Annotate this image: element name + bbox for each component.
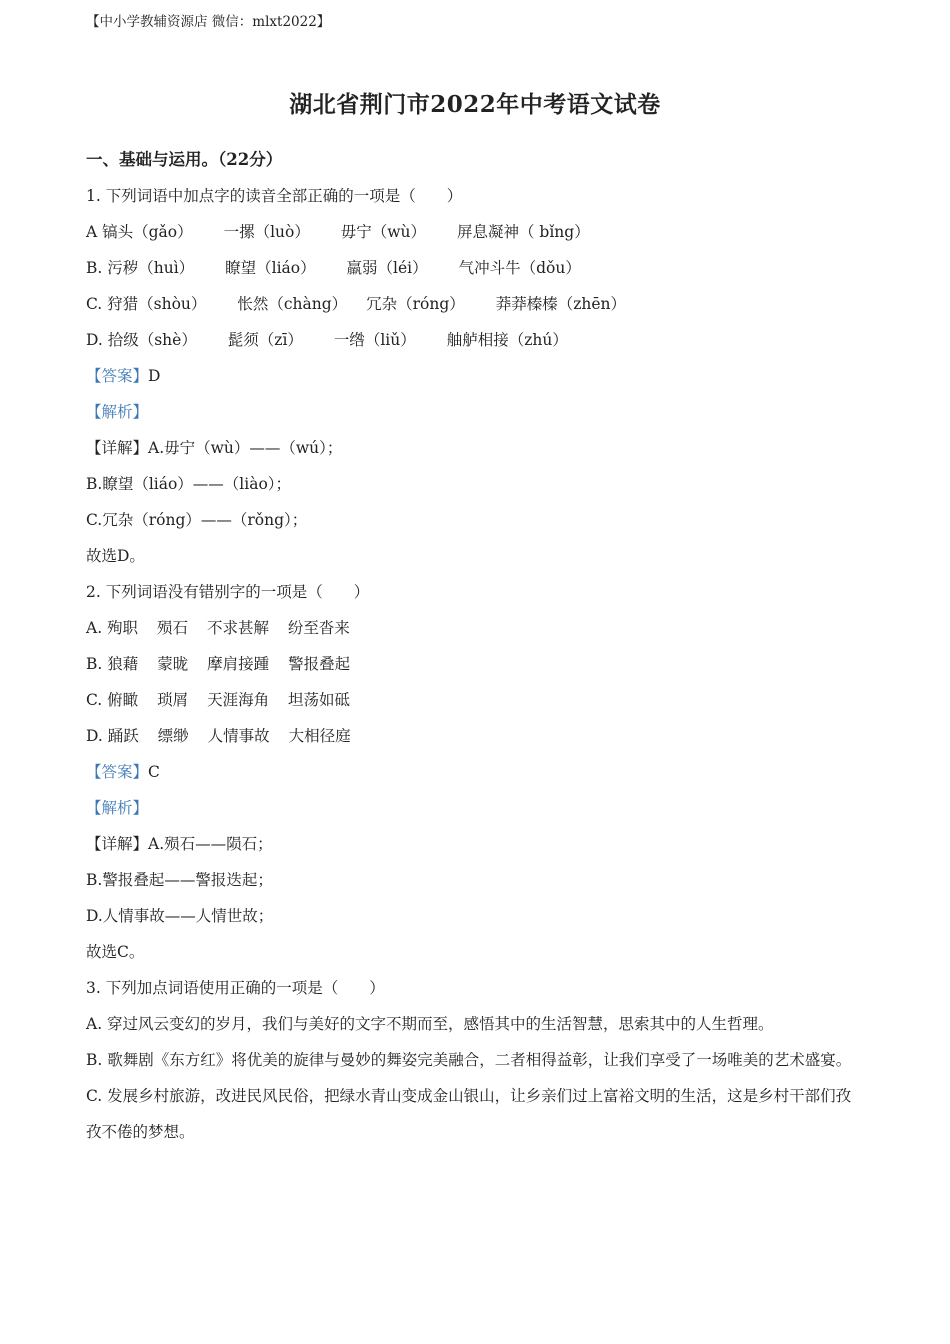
document-body [86, 142, 866, 1150]
option-term: C. 俯瞰 [86, 691, 139, 709]
option-term: B. 狼藉 [86, 655, 139, 673]
question-2-option-a [86, 610, 866, 646]
question-1-option-d [86, 322, 866, 358]
question-2-detail: D.人情事故——人情世故； [86, 907, 274, 925]
option-term: 天涯海角 [207, 691, 270, 709]
option-term: A. 殉职 [86, 619, 139, 637]
option-term: 舳舻相接（zhú） [446, 331, 568, 349]
question-2-detail: B.警报叠起——警报迭起； [86, 871, 273, 889]
option-term: 羸弱（léi） [346, 259, 428, 277]
question-1-conclusion: 故选D。 [86, 547, 145, 565]
question-3-option-a: A. 穿过风云变幻的岁月，我们与美好的文字不期而至，感悟其中的生活智慧，思索其中的人生哲理。 [86, 1015, 774, 1033]
option-term: 冗杂（róng） [366, 295, 465, 313]
question-1-option-b [86, 250, 866, 286]
question-1-option-a [86, 214, 866, 250]
question-1-option-c [86, 286, 866, 322]
question-2-analysis-label [86, 790, 866, 826]
question-2-conclusion: 故选C。 [86, 943, 145, 961]
page-title: 湖北省荆门市2022年中考语文试卷 [289, 91, 661, 118]
question-3-option-b: B. 歌舞剧《东方红》将优美的旋律与曼妙的舞姿完美融合，二者相得益彰，让我们享受了一场唯美的艺术盛宴。 [86, 1051, 852, 1069]
analysis-label: 【解析】 [86, 799, 149, 817]
option-term: 不求甚解 [206, 619, 269, 637]
option-term: A 镐头（gǎo） [86, 223, 193, 241]
section-heading: 一、基础与运用。（22分） [86, 150, 283, 169]
option-term: 瞭望（liáo） [225, 259, 316, 277]
option-term: 毋宁（wù） [340, 223, 427, 241]
question-2-option-d [86, 718, 866, 754]
question-2-option-b [86, 646, 866, 682]
header-note: 【中小学教辅资源店 微信：mlxt2022】 [86, 14, 331, 30]
option-term: 气冲斗牛（dǒu） [458, 259, 581, 277]
option-term: 怅然（chàng） [237, 295, 348, 313]
option-term: 髭须（zī） [227, 331, 303, 349]
question-1-detail: C.冗杂（róng）——（rǒng）； [86, 511, 308, 529]
option-term: 屏息凝神（ bǐng） [456, 223, 590, 241]
option-term: D. 拾级（shè） [86, 331, 197, 349]
option-term: B. 污秽（huì） [86, 259, 195, 277]
option-term: 纷至沓来 [287, 619, 350, 637]
option-term: 一摞（luò） [223, 223, 310, 241]
answer-label: 【答案】 [86, 367, 149, 385]
question-2-stem: 2. 下列词语没有错别字的一项是（ ） [86, 583, 370, 601]
question-2-detail: 【详解】A.殒石——陨石； [86, 835, 273, 853]
option-term: 莽莽榛榛（zhēn） [495, 295, 627, 313]
option-term: 琐屑 [157, 691, 189, 709]
option-term: 摩肩接踵 [207, 655, 270, 673]
question-3-option-c: C. 发展乡村旅游，改进民风民俗，把绿水青山变成金山银山，让乡亲们过上富裕文明的生活，这是乡村干部们孜孜不倦的梦想。 [86, 1087, 852, 1141]
option-term: 一绺（liǔ） [333, 331, 416, 349]
option-term: D. 踊跃 [86, 727, 139, 745]
question-3-stem: 3. 下列加点词语使用正确的一项是（ ） [86, 979, 385, 997]
option-term: 缥缈 [157, 727, 189, 745]
question-2-option-c [86, 682, 866, 718]
question-1-stem: 1. 下列词语中加点字的读音全部正确的一项是（ ） [86, 187, 463, 205]
answer-value: D [148, 367, 161, 385]
question-1-detail: 【详解】A.毋宁（wù）——（wú）； [86, 439, 343, 457]
option-term: 大相径庭 [288, 727, 351, 745]
question-1-answer [86, 358, 866, 394]
answer-value: C [148, 763, 160, 781]
option-term: 警报叠起 [288, 655, 351, 673]
question-2-answer [86, 754, 866, 790]
option-term: C. 狩猎（shòu） [86, 295, 207, 313]
option-term: 坦荡如砥 [288, 691, 351, 709]
question-1-analysis-label [86, 394, 866, 430]
answer-label: 【答案】 [86, 763, 149, 781]
option-term: 人情事故 [207, 727, 270, 745]
option-term: 蒙昽 [157, 655, 189, 673]
analysis-label: 【解析】 [86, 403, 149, 421]
question-1-detail: B.瞭望（liáo）——（liào）； [86, 475, 292, 493]
option-term: 殒石 [157, 619, 189, 637]
